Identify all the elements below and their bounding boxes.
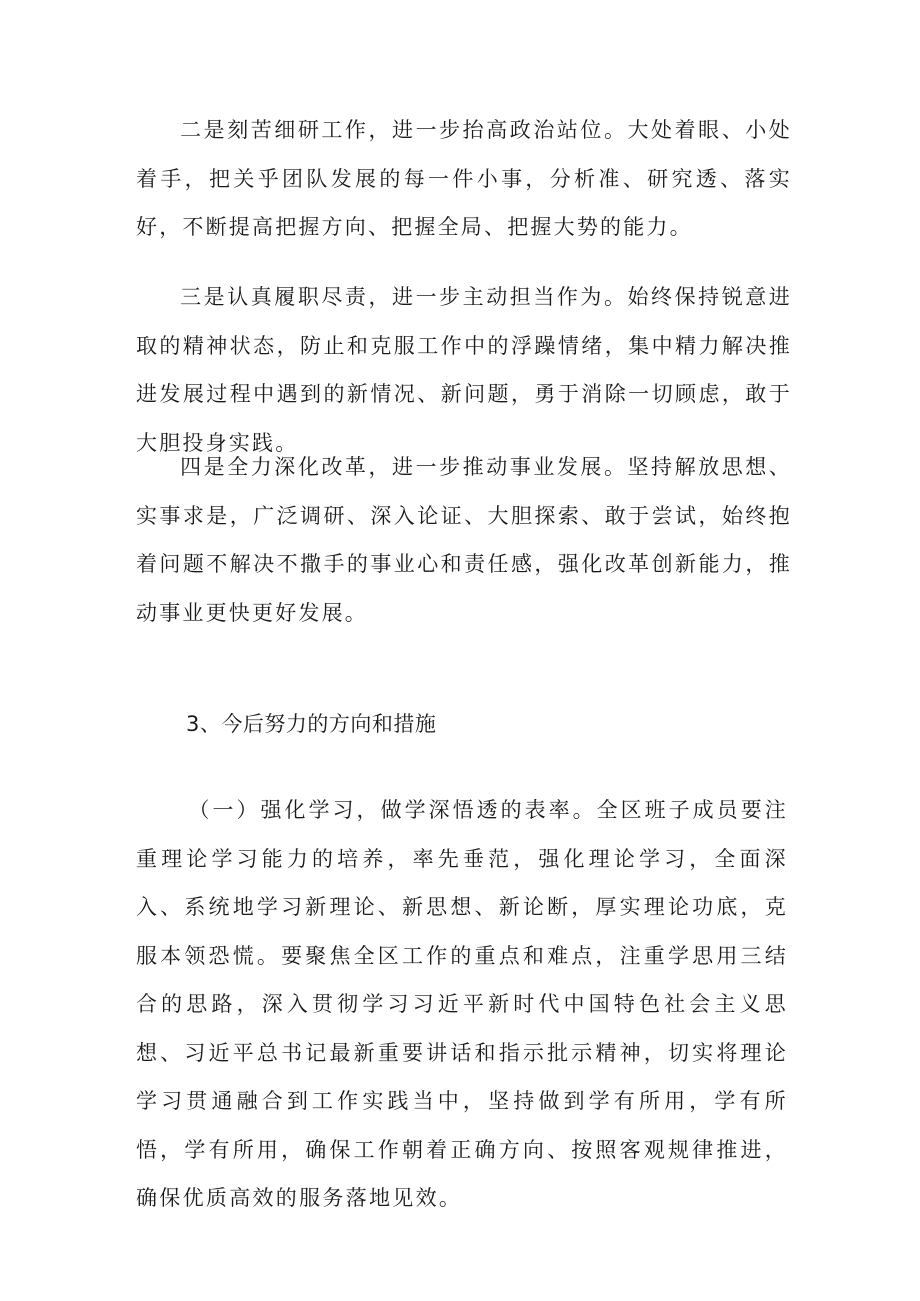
section-heading: 3、今后努力的方向和措施: [186, 712, 437, 736]
paragraph-si: 四是全力深化改革，进一步推动事业发展。坚持解放思想、实事求是，广泛调研、深入论证、大胆探索、敢于尝试，始终抱着问题不解决不撒手的事业心和责任感，强化改革创新能力，推动事业更快更好发展。: [136, 455, 792, 625]
paragraph-er: 二是刻苦细研工作，进一步抬高政治站位。大处着眼、小处着手，把关乎团队发展的每一件小事，分析准、研究透、落实好，不断提高把握方向、把握全局、把握大势的能力。: [136, 118, 792, 239]
paragraph-section-one: （一）强化学习，做学深悟透的表率。全区班子成员要注重理论学习能力的培养，率先垂范，强化理论学习，全面深入、系统地学习新理论、新思想、新论断，厚实理论功底，克服本领恐慌。要聚焦全区工作的重点和难点，注重学思用三结合的思路，深入贯彻学习习近平新时代中国特色社会主义思想、习近平总书记最新重要讲话和指示批示精神，切实将理论学习贯通融合到工作实践当中，坚持做到学有所用，学有所悟，学有所用，确保工作朝着正确方向、按照客观规律推进，确保优质高效的服务落地见效。: [136, 798, 788, 1210]
paragraph-san: 三是认真履职尽责，进一步主动担当作为。始终保持锐意进取的精神状态，防止和克服工作中的浮躁情绪，集中精力解决推进发展过程中遇到的新情况、新问题，勇于消除一切顾虑，敢于大胆投身实践。: [136, 285, 792, 455]
